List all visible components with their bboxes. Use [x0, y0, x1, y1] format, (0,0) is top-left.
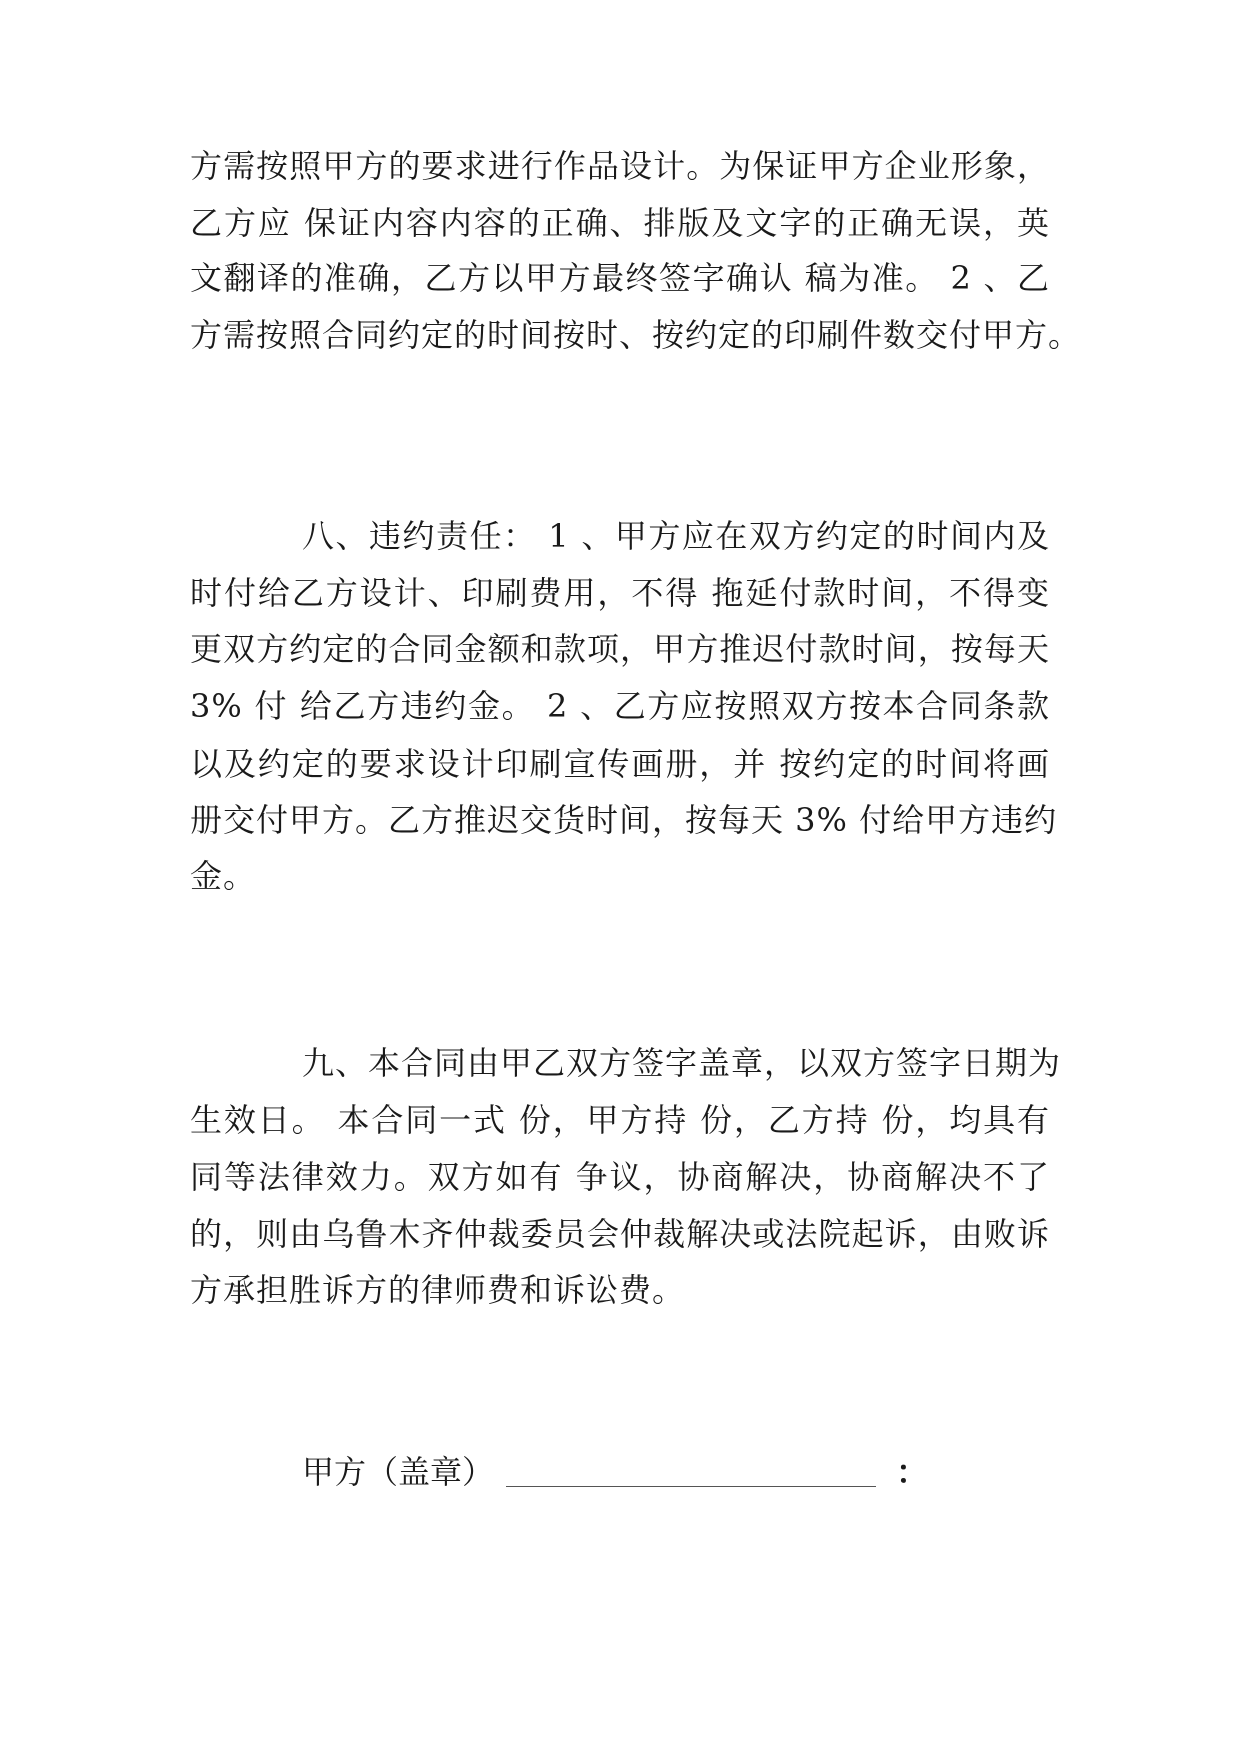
text-line: 乙方应 保证内容内容的正确、排版及文字的正确无误，英 [190, 204, 1050, 242]
text-line: 3% 付 给乙方违约金。 2 、乙方应按照双方按本合同条款 [190, 687, 1050, 725]
text-line: 生效日。 本合同一式 份，甲方持 份，乙方持 份，均具有 [190, 1101, 1050, 1139]
text-line: 以及约定的要求设计印刷宣传画册，并 按约定的时间将画 [190, 745, 1050, 783]
signature-blank-line [506, 1485, 876, 1487]
text-line: 八、违约责任： 1 、甲方应在双方约定的时间内及 [302, 517, 1050, 555]
text-line: 金。 [190, 857, 257, 895]
text-line: 册交付甲方。乙方推迟交货时间，按每天 3% 付给甲方违约 [190, 801, 1058, 839]
text-line: 方需按照合同约定的时间按时、按约定的印刷件数交付甲方。 [190, 316, 1082, 354]
signature-label: 甲方（盖章） [302, 1453, 495, 1491]
signature-row [302, 1452, 928, 1492]
text-line: 更双方约定的合同金额和款项，甲方推迟付款时间，按每天 [190, 630, 1050, 668]
signature-colon: ： [896, 1453, 929, 1491]
text-line: 同等法律效力。双方如有 争议，协商解决，协商解决不了 [190, 1158, 1050, 1196]
text-line: 文翻译的准确，乙方以甲方最终签字确认 稿为准。 2 、乙 [190, 259, 1050, 297]
text-line: 的，则由乌鲁木齐仲裁委员会仲裁解决或法院起诉，由败诉 [190, 1215, 1050, 1253]
text-line: 九、本合同由甲乙双方签字盖章，以双方签字日期为 [302, 1044, 1062, 1082]
text-line: 方承担胜诉方的律师费和诉讼费。 [190, 1271, 686, 1309]
text-line: 时付给乙方设计、印刷费用，不得 拖延付款时间，不得变 [190, 574, 1050, 612]
text-line: 方需按照甲方的要求进行作品设计。为保证甲方企业形象， [190, 147, 1050, 185]
